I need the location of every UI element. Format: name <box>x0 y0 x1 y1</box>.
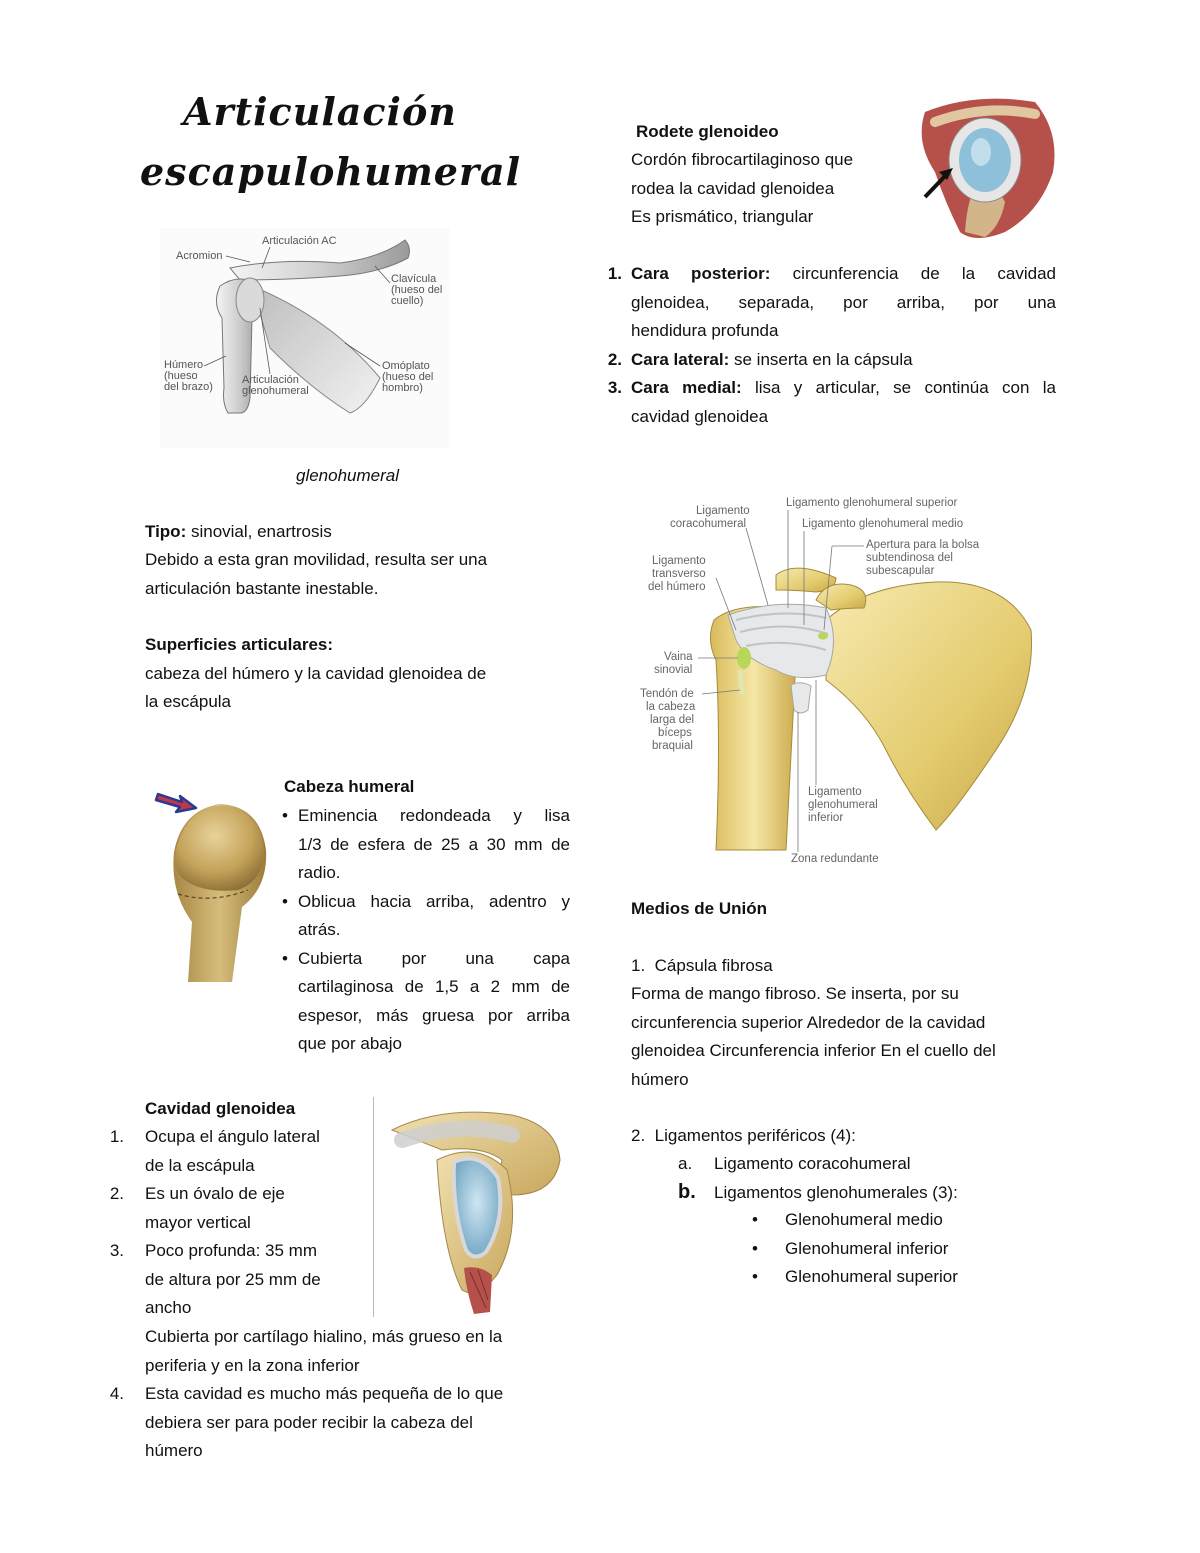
medios-desc-line: húmero <box>631 1069 689 1089</box>
rodete-line: rodea la cavidad glenoidea <box>631 178 835 198</box>
list-number: 4. <box>109 1384 124 1403</box>
list-number: 1. <box>109 1127 124 1146</box>
label-scap-2: (hueso del <box>382 371 434 383</box>
list-item <box>100 1237 370 1323</box>
list-item <box>282 802 570 888</box>
bullet-icon: • <box>282 891 288 911</box>
list-item <box>600 260 1056 346</box>
superficies-heading: Superficies articulares: <box>145 635 334 654</box>
list-line: húmero <box>145 1441 203 1460</box>
rodete-line: Cordón fibrocartilaginoso que <box>631 150 854 169</box>
rodete-face-label: Cara lateral: <box>631 349 730 369</box>
bullet-text: Glenohumeral inferior <box>785 1238 949 1258</box>
humeral-head-figure <box>152 782 277 987</box>
superficies-section <box>145 631 486 717</box>
cavidad-extra <box>145 1323 502 1380</box>
list-line <box>631 260 1056 289</box>
list-item <box>600 346 1056 375</box>
cavidad-extra-line: Cubierta por cartílago hialino, más grueso en la <box>145 1327 503 1346</box>
cavidad-item-4 <box>100 1380 570 1466</box>
list-letter: a. <box>678 1154 693 1173</box>
label-apertura-1: Apertura para la bolsa <box>866 539 980 551</box>
list-item <box>282 888 570 945</box>
tipo-note-line: Debido a esta gran movilidad, resulta ser una <box>145 550 488 569</box>
bullet-line: que por abajo <box>298 1034 402 1053</box>
list-line: mayor vertical <box>145 1212 251 1232</box>
medios-desc <box>631 980 996 1094</box>
cavidad-extra-line: periferia y en la zona inferior <box>145 1355 360 1375</box>
medios-desc-line: glenoidea Circunferencia inferior En el cuello del <box>631 1041 996 1060</box>
label-humerus-1: Húmero <box>164 359 204 371</box>
tipo-note <box>145 546 487 603</box>
label-tendon-1: Tendón de <box>640 688 694 700</box>
rodete-heading: Rodete glenoideo <box>636 122 779 141</box>
label-clavicle-3: cuello) <box>391 295 424 307</box>
label-gh-1: Articulación <box>242 374 299 386</box>
medios-item-2 <box>631 1122 856 1151</box>
list-line: cavidad glenoidea <box>631 406 769 426</box>
list-line: Es un óvalo de eje <box>145 1184 285 1203</box>
label-coraco-2: coracohumeral <box>670 518 747 530</box>
tipo-note-line: articulación bastante inestable. <box>145 578 379 598</box>
cabeza-heading-text: Cabeza humeral <box>284 777 415 796</box>
label-ac: Articulación AC <box>262 235 337 247</box>
list-number: 1. <box>607 264 622 283</box>
label-humerus-3: del brazo) <box>164 381 213 393</box>
rodete-face-text: circunferencia de la cavidad <box>770 264 1056 283</box>
label-transverso-2: transverso <box>652 568 706 580</box>
list-line: Ocupa el ángulo lateral <box>145 1127 320 1146</box>
tipo-line <box>145 518 332 547</box>
bullet-line: Cubierta por una capa <box>298 948 570 968</box>
list-number: 2. <box>607 349 622 369</box>
label-zona: Zona redundante <box>791 853 879 865</box>
bullet-icon: • <box>752 1267 758 1286</box>
rodete-intro <box>631 146 853 232</box>
bullet-line: 1/3 de esfera de 25 a 30 mm de <box>298 834 570 854</box>
bullet-line: Oblicua hacia arriba, adentro y <box>298 891 570 911</box>
list-text: Ligamentos glenohumerales (3): <box>714 1183 958 1202</box>
glenoid-figure <box>382 1100 567 1315</box>
list-number: 2. <box>109 1184 124 1203</box>
rodete-face-text: se inserta en la cápsula <box>729 349 913 369</box>
list-line: debiera ser para poder recibir la cabeza del <box>145 1412 473 1432</box>
list-item <box>100 1380 570 1466</box>
list-line: Esta cavidad es mucho más pequeña de lo que <box>145 1384 504 1403</box>
title-line-1: Articulación <box>183 89 457 134</box>
rodete-list <box>600 260 1056 431</box>
list-text: Cápsula fibrosa <box>654 956 773 975</box>
pointer-arrow-icon <box>156 794 196 812</box>
list-item <box>100 1180 370 1237</box>
list-line: glenoidea, separada, por arriba, por una <box>631 292 1056 312</box>
list-number: 1. <box>631 956 646 975</box>
list-item <box>752 1263 958 1292</box>
medios-item-1 <box>631 952 773 981</box>
label-inf-1: Ligamento <box>808 786 862 798</box>
list-letter: b. <box>678 1181 696 1203</box>
label-apertura-2: subtendinosa del <box>866 552 953 564</box>
bullet-line: Eminencia redondeada y lisa <box>298 806 570 825</box>
bullet-icon: • <box>752 1210 758 1229</box>
shoulder-figure <box>160 228 450 448</box>
rodete-line: Es prismático, triangular <box>631 207 814 226</box>
label-acromion: Acromion <box>176 250 223 262</box>
rodete-face-text: lisa y articular, se continúa con la <box>741 378 1056 397</box>
bullet-line: espesor, más gruesa por arriba <box>298 1005 570 1025</box>
label-tendon-4: bíceps <box>658 727 692 739</box>
medios-desc-line: Forma de mango fibroso. Se inserta, por su <box>631 984 959 1003</box>
list-number: 3. <box>109 1241 124 1260</box>
bullet-text: Glenohumeral medio <box>785 1210 943 1229</box>
rodete-face-label: Cara medial: <box>631 378 742 397</box>
label-vaina-2: sinovial <box>654 664 693 676</box>
cabeza-heading <box>284 773 414 802</box>
title-line-2: escapulohumeral <box>140 149 522 194</box>
label-vaina-1: Vaina <box>664 651 693 663</box>
list-line: Poco profunda: 35 mm <box>145 1241 317 1260</box>
bullet-line: radio. <box>298 863 341 882</box>
bullet-text: Glenohumeral superior <box>785 1267 958 1286</box>
rodete-face-label: Cara posterior: <box>631 264 771 283</box>
list-item <box>600 374 1056 431</box>
label-gh-sup: Ligamento glenohumeral superior <box>786 497 958 509</box>
bullet-icon: • <box>282 948 288 968</box>
ligaments-figure <box>636 490 1056 870</box>
page-title <box>140 82 522 202</box>
bullet-line: atrás. <box>298 920 341 939</box>
figure-divider <box>373 1097 374 1317</box>
label-tendon-2: la cabeza <box>646 701 696 713</box>
list-item <box>100 1123 370 1180</box>
cavidad-list <box>100 1123 370 1323</box>
labrum-figure <box>905 92 1060 242</box>
label-tendon-5: braquial <box>652 740 693 752</box>
medios-heading: Medios de Unión <box>631 899 767 918</box>
bullet-icon: • <box>282 806 288 825</box>
tipo-value: sinovial, enartrosis <box>186 522 332 541</box>
label-gh-med: Ligamento glenohumeral medio <box>802 518 964 530</box>
medios-sub-b <box>678 1178 958 1208</box>
label-scap-1: Omóplato <box>382 360 430 372</box>
label-scap-3: hombro) <box>382 382 423 394</box>
list-line: ancho <box>145 1298 192 1317</box>
label-clavicle-2: (hueso del <box>391 284 443 296</box>
list-item <box>752 1235 958 1264</box>
list-text: Ligamento coracohumeral <box>714 1154 911 1173</box>
label-apertura-3: subescapular <box>866 565 935 577</box>
shoulder-caption: glenohumeral <box>296 466 400 485</box>
superficies-line: la escápula <box>145 692 232 711</box>
label-inf-3: inferior <box>808 812 844 824</box>
list-text: Ligamentos periféricos (4): <box>654 1126 856 1145</box>
label-inf-2: glenohumeral <box>808 799 878 811</box>
list-number: 3. <box>607 378 622 397</box>
cabeza-bullets <box>282 802 570 1059</box>
list-item <box>282 945 570 1059</box>
list-line: de altura por 25 mm de <box>145 1269 321 1289</box>
list-line: hendidura profunda <box>631 321 779 340</box>
list-line: de la escápula <box>145 1155 255 1175</box>
superficies-line: cabeza del húmero y la cavidad glenoidea de <box>145 663 487 683</box>
label-transverso-1: Ligamento <box>652 555 706 567</box>
bullet-line: cartilaginosa de 1,5 a 2 mm de <box>298 977 570 996</box>
medios-sub-a <box>678 1150 911 1179</box>
list-line <box>631 374 1056 403</box>
label-transverso-3: del húmero <box>648 581 706 593</box>
list-item <box>752 1206 958 1235</box>
label-clavicle-1: Clavícula <box>391 273 437 285</box>
label-gh-2: glenohumeral <box>242 385 309 397</box>
bullet-icon: • <box>752 1238 758 1258</box>
list-number: 2. <box>631 1126 646 1145</box>
tipo-label: Tipo: <box>145 522 187 541</box>
list-line <box>631 346 1056 375</box>
label-tendon-3: larga del <box>650 714 695 726</box>
medios-desc-line: circunferencia superior Alrededor de la cavidad <box>631 1012 986 1032</box>
label-coraco-1: Ligamento <box>696 505 750 517</box>
gh-bullets <box>752 1206 958 1292</box>
cavidad-heading: Cavidad glenoidea <box>145 1099 296 1118</box>
label-humerus-2: (hueso <box>164 370 198 382</box>
